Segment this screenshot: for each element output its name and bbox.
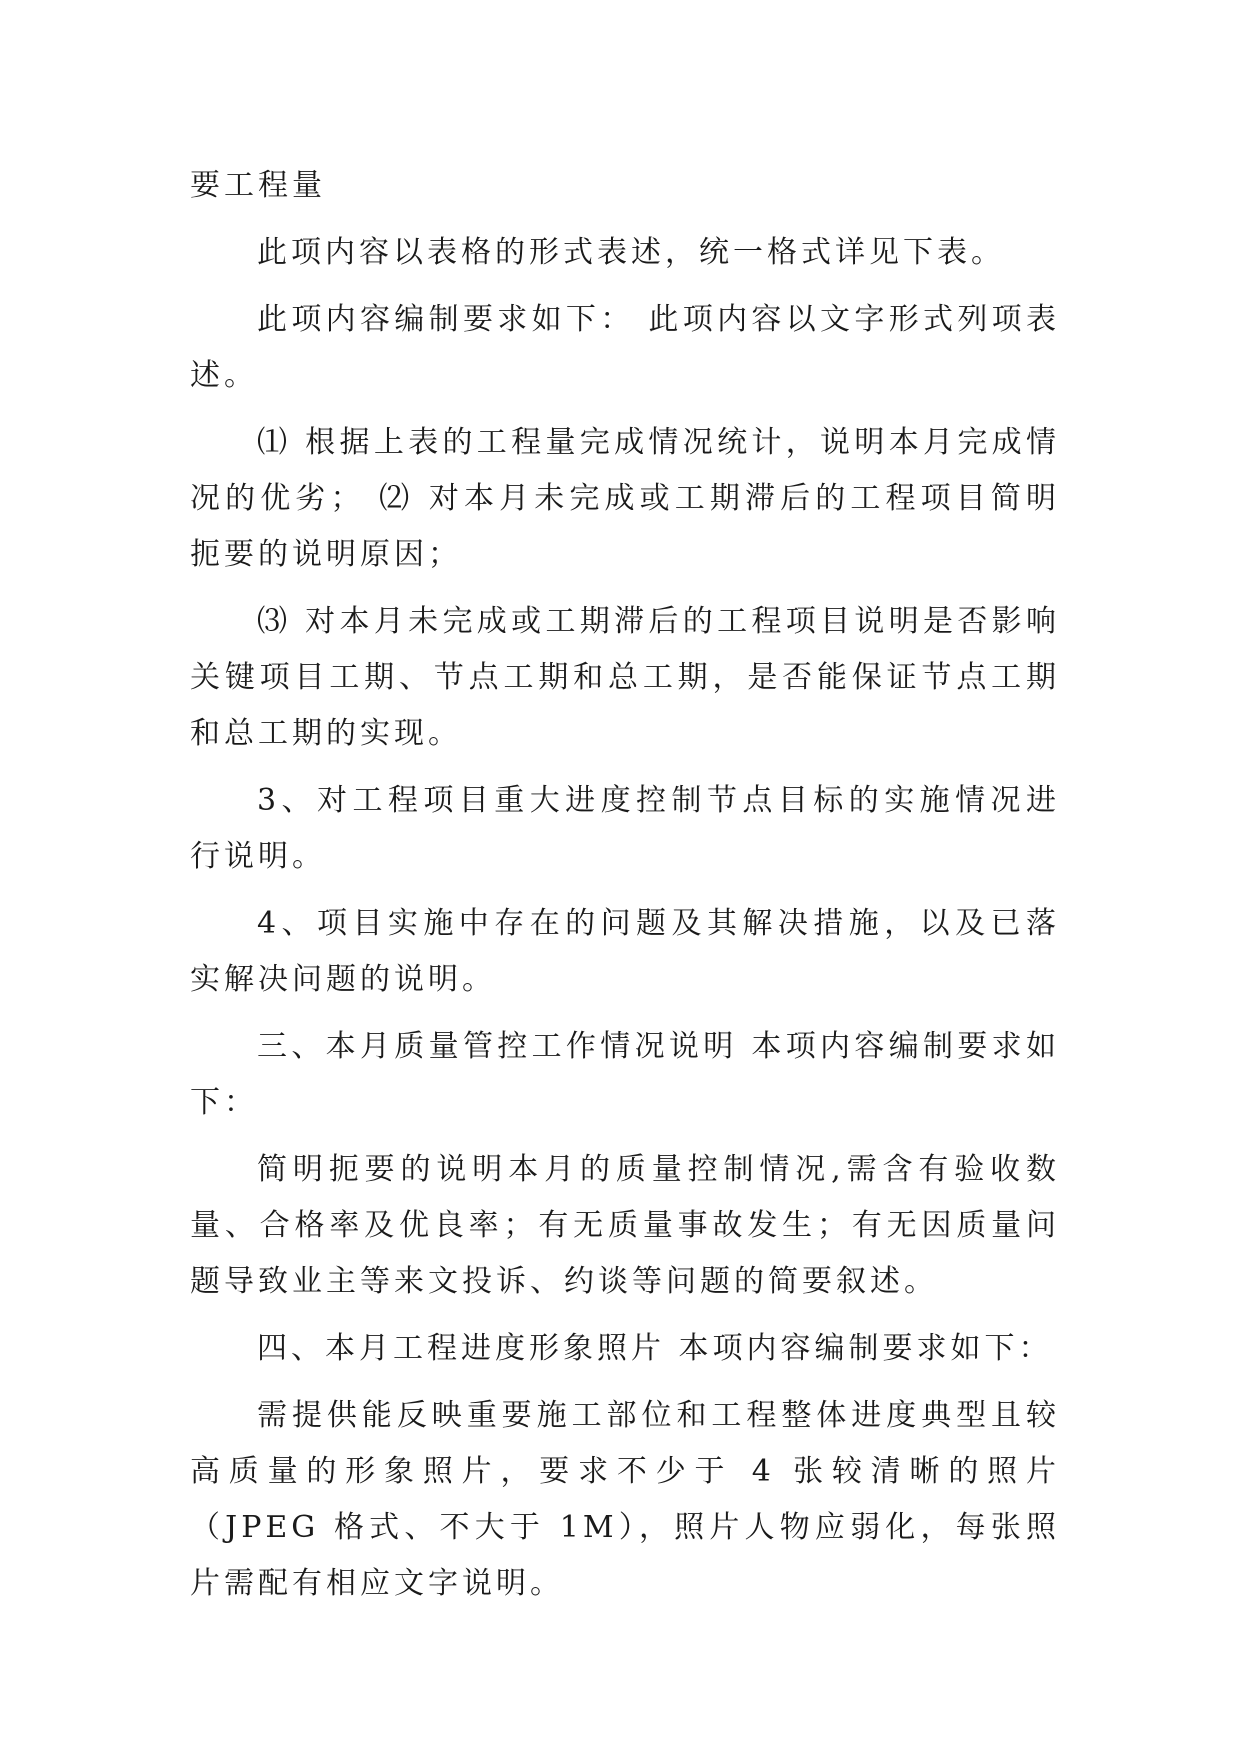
paragraph-item-3: ⑶ 对本月未完成或工期滞后的工程项目说明是否影响关键项目工期、节点工期和总工期，是否能保证节点工期和总工期的实现。 [190,604,1060,751]
paragraph-quality-details: 简明扼要的说明本月的质量控制情况,需含有验收数量、合格率及优良率；有无质量事故发生；有无因质量问题导致业主等来文投诉、约谈等问题的简要叙述。 [190,1152,1060,1299]
paragraph-items-1-2: ⑴ 根据上表的工程量完成情况统计，说明本月完成情况的优劣； ⑵ 对本月未完成或工期滞后的工程项目简明扼要的说明原因； [190,425,1060,572]
paragraph-photo-requirements: 需提供能反映重要施工部位和工程整体进度典型且较高质量的形象照片，要求不少于 4 张较清晰的照片（JPEG 格式、不大于 1M），照片人物应弱化，每张照片需配有相应文字说明。 [190,1398,1060,1601]
paragraph-table-format: 此项内容以表格的形式表述，统一格式详见下表。 [257,235,1005,270]
paragraph-section-3: 3、对工程项目重大进度控制节点目标的实施情况进行说明。 [190,783,1060,874]
paragraph-section-4: 4、项目实施中存在的问题及其解决措施，以及已落实解决问题的说明。 [190,906,1060,997]
paragraph-requirements: 此项内容编制要求如下： 此项内容以文字形式列项表述。 [190,302,1060,393]
paragraph-continuation: 要工程量 [190,168,326,203]
heading-progress-photos: 四、本月工程进度形象照片 本项内容编制要求如下： [257,1331,1053,1366]
document-body [190,158,1060,1612]
heading-quality-control: 三、本月质量管控工作情况说明 本项内容编制要求如下： [190,1029,1060,1120]
